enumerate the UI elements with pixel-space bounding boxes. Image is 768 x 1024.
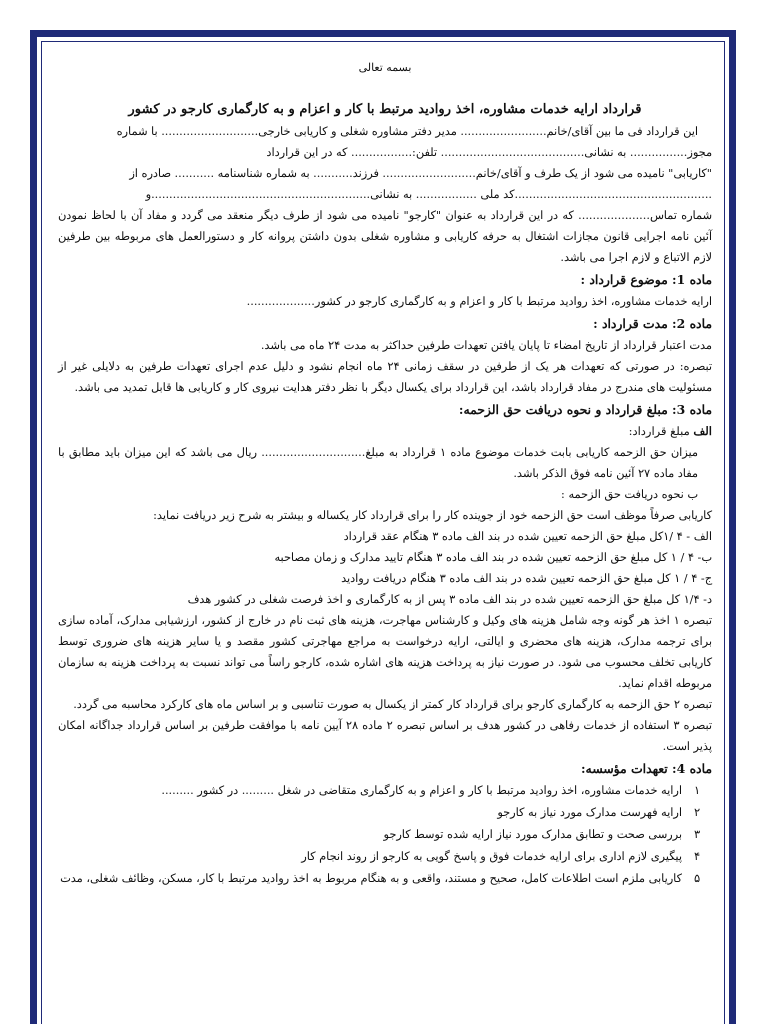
list-item-number: ۵ [693,872,701,885]
article-3-note-3: تبصره ۳ استفاده از خدمات رفاهی در کشور هدف بر اساس تبصره ۲ ماده ۲۸ آیین نامه با موافقت طرفین بر اساس قرارداد جداگانه امکان پذیر است. [58,719,712,753]
installment-item: ب- ۴ / ۱ کل مبلغ حق الزحمه تعیین شده در بند الف ماده ۳ هنگام تایید مدارک و زمان مصاحبه [274,551,712,564]
article-2-heading: ماده 2: مدت قرارداد : [593,316,712,331]
intro-line: مجوز................ به نشانی........................................ تلفن:................. که در این قرارداد [266,146,712,159]
installment-item: الف - ۴ /۱کل مبلغ حق الزحمه تعیین شده در بند الف ماده ۳ هنگام عقد قرارداد [343,530,712,543]
intro-section [58,121,712,268]
list-item-text: پیگیری لازم اداری برای ارایه خدمات فوق و پاسخ گویی به کارجو از روند انجام کار [301,850,682,863]
article-2-body: مدت اعتبار قرارداد از تاریخ امضاء تا پایان یافتن تعهدات طرفین حداکثر به مدت ۲۴ ماه می باشد. [260,339,712,352]
article-3-part-a-body: میزان حق الزحمه کاریابی بابت خدمات موضوع ماده ۱ قرارداد به مبلغ............................. ریال می باشد که این میزان باید مطابق با مفاد ماده ۲۷ آئین نامه فوق الذکر باشد. [58,446,698,480]
article-3-part-a-title [58,421,712,442]
intro-line: "کاریابی" نامیده می شود از یک طرف و آقای/خانم.......................... فرزند........... به شماره شناسنامه ........... صادره از [129,167,712,180]
list-item-number: ۴ [693,850,701,863]
list-item-text: ارایه خدمات مشاوره، اخذ روادید مرتبط با کار و اعزام و به کارگماری متقاضی در شغل ......... در کشور ......... [161,784,682,797]
list-item-text: ارایه فهرست مدارک مورد نیاز به کارجو [497,806,682,819]
intro-line: این قرارداد فی ما بین آقای/خانم........................ مدیر دفتر مشاوره شغلی و کاریابی خارجی........................... با شماره [116,125,698,138]
list-item-number: ۱ [693,784,701,797]
article-3-heading: ماده 3: مبلغ قرارداد و نحوه دریافت حق الزحمه: [458,402,712,417]
contract-title: قرارداد ارایه خدمات مشاوره، اخذ روادید مرتبط با کار و اعزام و به کارگماری کارجو در کشور [128,102,642,117]
article-2-note: تبصره: در صورتی که تعهدات هر یک از طرفین در سقف زمانی ۲۴ ماه انجام نشود و دلیل عدم اجرای تعهدات طرفین به دلایلی غیر از مسئولیت های مندرج در مفاد قرارداد باشد، این قرارداد برای یکسال دیگر با نظر دفتر هدایت نیروی کار و کاریابی ها قابل تمدید می باشد. [58,360,712,394]
article-1-heading: ماده 1: موضوع قرارداد : [580,272,712,287]
article-1-body: ارایه خدمات مشاوره، اخذ روادید مرتبط با کار و اعزام و به کارگماری کارجو در کشور................... [246,295,712,308]
article-4-list [58,780,712,890]
list-item-text: کاریابی ملزم است اطلاعات کامل، صحیح و مستند، واقعی و به هنگام مربوط به اخذ روادید مرتبط با کار، مسکن، وظائف شغلی، مدت [60,872,682,885]
intro-paragraph: شماره تماس.................... که در این قرارداد به عنوان "کارجو" نامیده می شود از طرف دیگر منعقد می گردد و مفاد آن با لحاظ نمودن آئین نامه اجرایی قانون مجازات اشتغال به حرفه کاریابی و مشاوره شغلی بدون داشتن پروانه کار و دستورالعمل های مربوطه بین طرفین لازم الاتباع و لازم اجرا می باشد. [58,209,712,264]
installment-item: ج- ۴ / ۱ کل مبلغ حق الزحمه تعیین شده در بند الف ماده ۳ هنگام دریافت روادید [341,572,712,585]
list-item [58,824,712,846]
list-item-number: ۲ [693,806,701,819]
article-4-heading: ماده 4: تعهدات مؤسسه: [580,761,712,776]
contract-page [58,50,712,1020]
list-item [58,802,712,824]
list-item-text: بررسی صحت و تطابق مدارک مورد نیاز ارایه شده توسط کارجو [383,828,682,841]
invocation: بسمه تعالی [358,61,412,74]
list-item-number: ۳ [693,828,701,841]
installment-item: د- ۱/۴ کل مبلغ حق الزحمه تعیین شده در بند الف ماده ۳ پس از به کارگماری و اخذ فرصت شغلی در کشور هدف [187,593,712,606]
list-item [58,780,712,802]
list-item [58,846,712,868]
article-3-part-b-title: ب نحوه دریافت حق الزحمه : [561,488,698,501]
article-3-part-b-intro: کاریابی صرفاً موظف است حق الزحمه خود از جوینده کار را برای قرارداد کار یکساله و بیشتر به شرح زیر دریافت نماید: [153,509,712,522]
article-3-note-2: تبصره ۲ حق الزحمه به کارگماری کارجو برای قرارداد کار کمتر از یکسال به صورت تناسبی و بر اساس ماه های کارکرد محاسبه می گردد. [73,698,712,711]
list-item [58,868,712,890]
part-a-title: مبلغ قرارداد: [628,424,690,438]
intro-line: .......................................................کد ملی ................. به نشانی.............................................................و [145,188,712,201]
part-a-letter: الف [693,424,712,438]
article-3-note-1: تبصره ۱ اخذ هر گونه وجه شامل هزینه های وکیل و کارشناس مهاجرت، هزینه های ثبت نام در خارج از کشور، ارزشیابی مدارک، آماده سازی برای ترجمه مدارک، هزینه های محضری و ایالتی، ارایه درخواست به مراجع مهاجرتی کشور مقصد و یا سایر هزینه های ضروری توسط کاریابی تخلف محسوب می شود. در صورت نیاز به پرداخت هزینه های اشاره شده، کارجو راساً می تواند نسبت به پرداخت هزینه به سازمان مربوطه اقدام نماید. [58,614,713,690]
